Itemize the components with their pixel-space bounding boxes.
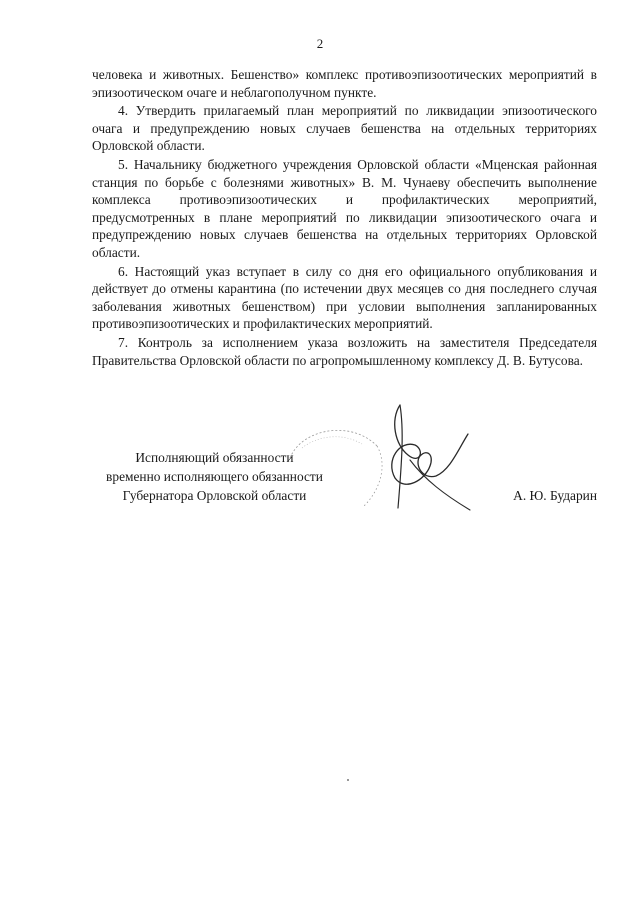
signatory-title-line-2: временно исполняющего обязанности: [106, 469, 323, 484]
paragraph-item-6: 6. Настоящий указ вступает в силу со дня его официального опубликования и действует до отмены карантина (по истечении двух месяцев со дня последнего случая заболевания животных бешенством) при условии выполнения запланированных противоэпизоотических и профилактических мероприятий.: [92, 263, 597, 332]
paragraph-continuation: человека и животных. Бешенство» комплекс противоэпизоотических мероприятий в эпизоотическом очаге и неблагополучном пункте.: [92, 67, 597, 100]
signatory-title-line-3: Губернатора Орловской области: [122, 488, 307, 503]
handwritten-signature: [370, 400, 480, 520]
scan-speck: [347, 779, 349, 781]
signatory-title-line-1: Исполняющий обязанности: [135, 450, 294, 465]
page-number: 2: [316, 36, 324, 51]
paragraph-item-7: 7. Контроль за исполнением указа возложить на заместителя Председателя Правительства Орловской области по агропромышленному комплексу Д. В. Бутусова.: [92, 334, 597, 368]
paragraph-item-4: 4. Утвердить прилагаемый план мероприятий по ликвидации эпизоотического очага и предупреждению новых случаев бешенства на отдельных территориях Орловской области.: [92, 103, 597, 154]
signature-block: [92, 448, 597, 508]
paragraph-item-5: 5. Начальнику бюджетного учреждения Орловской области «Мценская районная станция по борьбе с болезнями животных» В. М. Чунаеву обеспечить выполнение комплекса противоэпизоотических и профилактических мероприятий, предусмотренных в плане мероприятий по ликвидации эпизоотического очага и предупреждению новых случаев бешенства на отдельных территориях Орловской области.: [92, 156, 597, 260]
document-body: [92, 66, 597, 370]
signatory-title: [92, 448, 337, 505]
signatory-name: А. Ю. Бударин: [513, 488, 597, 503]
